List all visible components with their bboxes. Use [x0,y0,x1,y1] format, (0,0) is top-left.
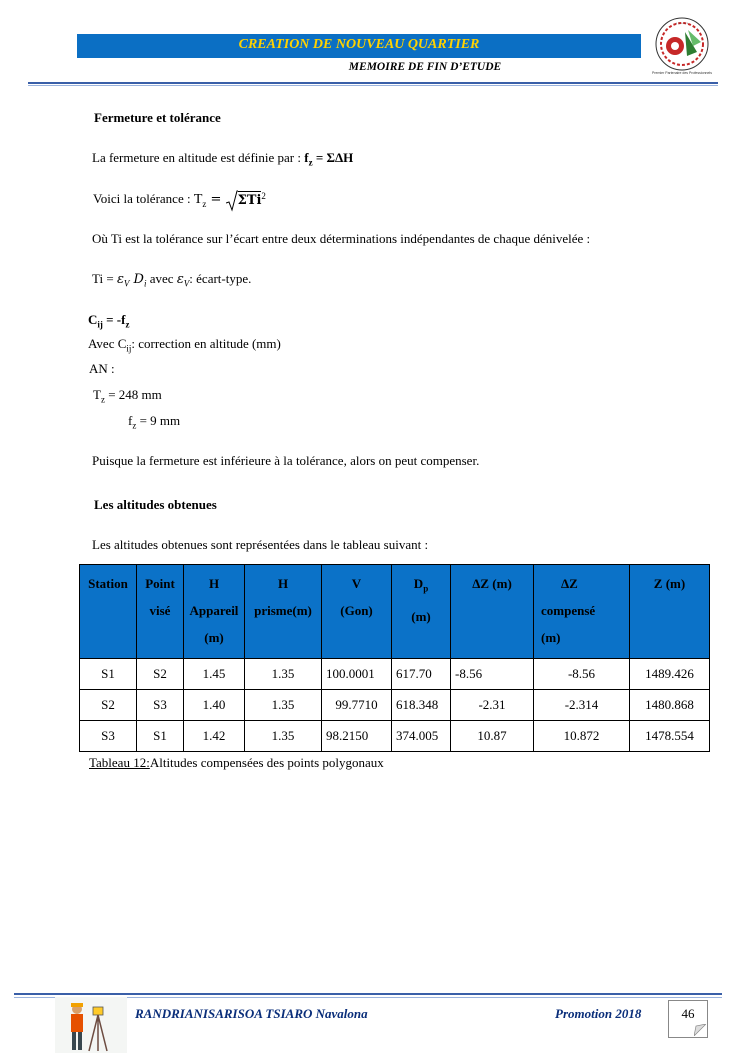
cell-v: 100.0001 [322,659,392,690]
table-row [80,659,710,690]
svg-text:• • • • •: • • • • • [675,21,689,25]
table-row [80,721,710,752]
cell-v: 99.7710 [322,690,392,721]
cell-z: 1489.426 [630,659,710,690]
ti-formula: $Ti = \varepsilon_V$ $D_i$ avec $\varepsilon_V$: écart-type. [92,271,252,289]
cell-h-appareil: 1.42 [184,721,245,752]
cell-h-prisme: 1.35 [245,721,322,752]
page-fold-icon [694,1024,706,1036]
correction-formula: $C_{ij} = -f_z$ [88,312,130,330]
cell-dp: 618.348 [392,690,451,721]
tz-value: $T_z = 248$ mm [93,387,162,405]
footer-promotion: Promotion 2018 [555,1006,642,1021]
surveyor-icon [55,997,127,1053]
altitudes-table [79,564,710,752]
cell-point: S3 [137,690,184,721]
header-point-vise: Point visé [137,565,184,659]
fz-value: $f_z = 9$ mm [128,413,181,431]
cell-delta-z: -8.56 [451,659,534,690]
fermeture-definition: La fermeture en altitude est définie par : $f_z = \Sigma\Delta H$ [92,150,354,168]
header-subtitle: MEMOIRE DE FIN D’ETUDE [348,61,502,73]
header-delta-z: ΔZ (m) [451,565,534,659]
cell-h-prisme: 1.35 [245,659,322,690]
header-v: V (Gon) [322,565,392,659]
section-title-altitudes: Les altitudes obtenues [94,497,217,512]
conclusion-text: Puisque la fermeture est inférieure à la tolérance, alors on peut compenser. [92,453,480,468]
cell-h-prisme: 1.35 [245,690,322,721]
cell-station: S3 [80,721,137,752]
header-delta-z-compense: ΔZ compensé (m) [534,565,630,659]
cell-station: S1 [80,659,137,690]
cell-v: 98.2150 [322,721,392,752]
header-rule [28,82,718,84]
cell-z: 1478.554 [630,721,710,752]
cell-z: 1480.868 [630,690,710,721]
cell-delta-z-compense: -8.56 [534,659,630,690]
cell-delta-z-compense: 10.872 [534,721,630,752]
cell-h-appareil: 1.40 [184,690,245,721]
cell-dp: 374.005 [392,721,451,752]
footer-rule [14,993,722,995]
header-title: CREATION DE NOUVEAU QUARTIER [238,37,480,52]
header-station: Station [80,565,137,659]
header-z: Z (m) [630,565,710,659]
cell-delta-z-compense: -2.314 [534,690,630,721]
altitudes-intro: Les altitudes obtenues sont représentées dans le tableau suivant : [92,537,429,552]
cell-station: S2 [80,690,137,721]
cell-h-appareil: 1.45 [184,659,245,690]
table-caption: Tableau 12:Altitudes compensées des points polygonaux [89,755,384,770]
section-title-fermeture: Fermeture et tolérance [94,110,221,125]
header-h-appareil: H Appareil (m) [184,565,245,659]
cell-point: S1 [137,721,184,752]
header-h-prisme: H prisme(m) [245,565,322,659]
table-row [80,690,710,721]
sqrt-symbol: ΣTi$^2$ [226,188,266,212]
header-dp: $D_p$ (m) [392,565,451,659]
footer-author: RANDRIANISARISOA TSIARO Navalona [135,1006,368,1021]
logo-caption: Premier Partenaire des Professionnels [652,71,712,75]
table-header-row [80,565,710,659]
cell-delta-z: -2.31 [451,690,534,721]
cell-delta-z: 10.87 [451,721,534,752]
cell-point: S2 [137,659,184,690]
correction-definition: Avec $C_{ij}$: correction en altitude (mm) [88,336,281,354]
an-label: AN : [89,361,115,376]
cell-dp: 617.70 [392,659,451,690]
header-rule-thin [28,85,718,86]
ti-explanation: Où Ti est la tolérance sur l’écart entre deux déterminations indépendantes de chaque dénivelée : [92,231,591,246]
tolerance-formula: Voici la tolérance : $T_z = \Sigma Ti^2$ [93,188,266,212]
page-number: 46 [681,1006,695,1021]
